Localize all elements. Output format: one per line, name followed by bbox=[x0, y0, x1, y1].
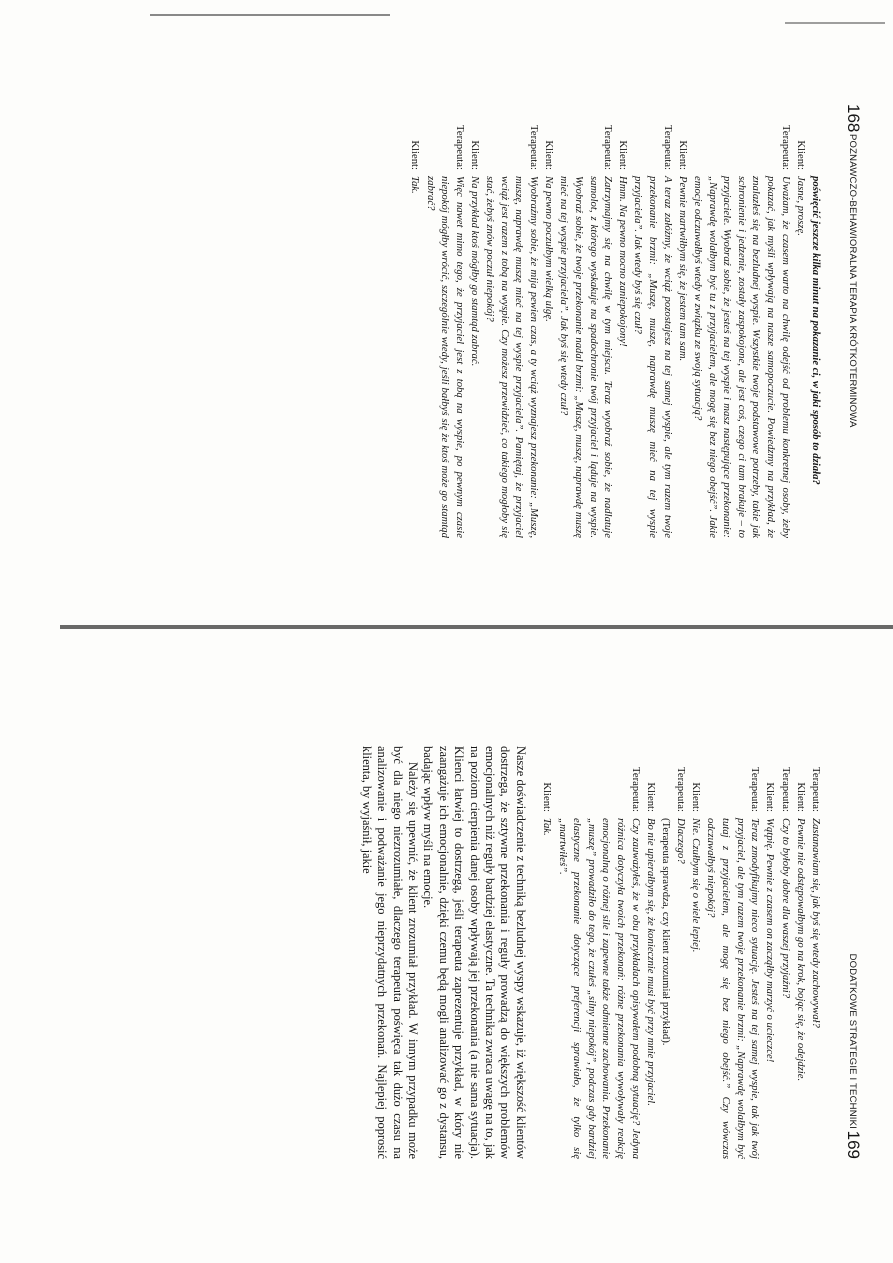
running-head: DODATKOWE STRATEGIE I TECHNIKI bbox=[847, 953, 858, 1129]
speaker-label: Klient: bbox=[764, 782, 777, 812]
body-paragraph: Należy się upewnić, że klient zrozumiał przykład. W innym przypadku może być dla niego niezrozumiałe, dlaczego terapeuta poświęca tak dużo czasu na analizowanie i podważanie jego nieprzydatnych przekonań. Najlepiej poprosić klienta, by wyjaśnił, jakie bbox=[359, 746, 420, 1159]
dialogue-turn bbox=[483, 104, 541, 538]
dialogue-turn bbox=[763, 746, 778, 1159]
dialogue-turn bbox=[808, 104, 823, 538]
speaker-label: Terapeuta: bbox=[602, 125, 615, 170]
speaker-label: Terapeuta: bbox=[675, 767, 688, 812]
utterance-text: Pewnie martwiłbym się, że jestem tam sam. bbox=[676, 176, 689, 362]
running-head: POZNAWCZO-BEHAWIORALNA TERAPIA KRÓTKOTERMINOWA bbox=[847, 134, 858, 428]
dialogue-turn bbox=[704, 746, 762, 1159]
speaker-label bbox=[808, 104, 823, 176]
right-page-header bbox=[835, 746, 863, 1159]
utterance-text: Teraz zmodyfikujmy nieco sytuację. Jesteś na tej samej wyspie, tak jak twój przyjaciel, ale tym razem twoje przekonanie brzmi: „Naprawdę wolałbym być tutaj z przyjacielem, ale mogę się bez niego obejść.” Czy wówczas odczuwałbyś niepokój? bbox=[705, 818, 762, 1159]
utterance-text: A teraz załóżmy, że wciąż pozostajesz na tej samej wyspie, ale tym razem twoje przekonanie brzmi: „Muszę, muszę, naprawdę muszę mieć na tej wyspie przyjaciela”. Jak wtedy byś się czuł? bbox=[632, 176, 674, 538]
utterance-text: Wyobraźmy sobie, że mija pewien czas, a ty wciąż wyznajesz przekonanie: „Muszę, muszę, naprawdę muszę mieć na tej wyspie przyjaciela”. Pamiętaj, że przyjaciel wciąż jest razem z tobą na wyspie. Czy możesz przewidzieć, co takiego mogłoby się stać, żebyś znów poczuł niepokój? bbox=[484, 176, 540, 538]
dialogue-turn bbox=[643, 746, 658, 1159]
dialogue-turn bbox=[616, 104, 631, 538]
dialogue-turn bbox=[408, 104, 423, 538]
speaker-label: Terapeuta: bbox=[749, 767, 762, 812]
utterance-text: poświęcić jeszcze kilka minut na pokazanie ci, w jaki sposób to działa? bbox=[810, 176, 822, 485]
speaker-label: Terapeuta: bbox=[453, 125, 466, 170]
speaker-label: Klient: bbox=[644, 782, 657, 812]
utterance-text: Pewnie nie odstępowałbym go na krok, bojąc się, że odejdzie. bbox=[794, 818, 807, 1082]
utterance-text: (Terapeuta sprawdza, czy klient zrozumiał przykład). bbox=[659, 818, 672, 1046]
left-page-header bbox=[835, 104, 863, 538]
speaker-label: Klient: bbox=[617, 140, 630, 170]
dialogue-turn bbox=[631, 104, 675, 538]
utterance-text: Zastanawiam się, jak byś się wtedy zachowywał? bbox=[810, 818, 822, 1028]
dialogue-turn bbox=[793, 746, 808, 1159]
utterance-text: Tak. bbox=[541, 818, 554, 836]
right-page bbox=[210, 642, 893, 1263]
dialogue-turn bbox=[808, 746, 823, 1159]
utterance-text: Tak. bbox=[409, 176, 422, 194]
utterance-text: Więc nawet mimo tego, że przyjaciel jest z tobą na wyspie, po pewnym czasie niepokój mógłby wrócić, szczególnie wtedy, jeśli bałbyś się że ktoś może go stamtąd zabrać? bbox=[424, 176, 466, 538]
utterance-text: Wątpię. Pewnie z czasem on zacząłby marzyć o ucieczce! bbox=[764, 818, 777, 1063]
page-number: 168 bbox=[844, 104, 863, 133]
utterance-text: Dlaczego? bbox=[675, 818, 688, 864]
dialogue-turn bbox=[675, 104, 690, 538]
left-page bbox=[210, 0, 893, 642]
dialogue-turn bbox=[778, 746, 793, 1159]
dialogue-turn bbox=[555, 746, 643, 1159]
dialogue-turn bbox=[540, 746, 555, 1159]
dialogue-turn bbox=[542, 104, 557, 538]
speaker-label: Klient: bbox=[541, 782, 554, 812]
dialogue-turn bbox=[423, 104, 467, 538]
dialogue-turn bbox=[467, 104, 482, 538]
speaker-label: Terapeuta: bbox=[810, 767, 822, 812]
utterance-text: Bo nie upierałbym się, że koniecznie musi być przy mnie przyjaciel. bbox=[644, 818, 657, 1106]
utterance-text: Uważam, że czasem warto na chwilę odejść od problemu konkretnej osoby, żeby pokazać, jak myśli wpływają na nasze samopoczucie. Powiedzmy na przykład, że znalazłeś się na bezludnej wyspie. Wszystkie twoje podstawowe potrzeby, takie jak schronienie i jedzenie, zostały zaspokojone, ale jest coś, czego ci tam brakuje – to przyjaciele. Wyobraź sobie, że jesteś na tej wyspie i masz następujące przekonanie: „Naprawdę wolałbym być tu z przyjacielem, ale mogę się bez niego obejść”. Jakie emocje odczuwałbyś wtedy w związku ze swoją sytuacją? bbox=[692, 176, 792, 538]
dialogue-turn bbox=[557, 104, 615, 538]
speaker-label: Klient: bbox=[794, 782, 807, 812]
dialogue-turn bbox=[689, 746, 704, 1159]
utterance-text: Hmm. Na pewno mocno zaniepokojony! bbox=[617, 176, 630, 347]
speaker-label: Terapeuta: bbox=[527, 125, 540, 170]
dialogue bbox=[407, 104, 823, 538]
dialogue-turn bbox=[658, 746, 673, 1159]
speaker-label: Klient: bbox=[690, 782, 703, 812]
utterance-text: Nie. Czułbym się o wiele lepiej. bbox=[690, 818, 703, 953]
speaker-label: Terapeuta: bbox=[779, 767, 792, 812]
dialogue bbox=[358, 746, 823, 1159]
speaker-label: Terapeuta: bbox=[779, 125, 792, 170]
body-paragraph: Nasze doświadczenie z techniką bezludnej wyspy wskazuje, iż większość klientów dostrzega, że sztywne przekonania i reguły prowadzą do większych problemów emocjonalnych niż reguły bardziej elastyczne. Ta technika zwraca uwagę na to, jak na poziom cierpienia danej osoby wpływają jej przekonania (a nie sama sytuacja). Klienci łatwiej to dostrzegą, jeśli terapeuta zaprezentuje przykład, w który nie zaangażuje ich emocjonalnie, dzięki czemu będą mogli analizować go z dystansu, badając wpływ myśli na emocje. bbox=[421, 746, 528, 1159]
dialogue-turn bbox=[793, 104, 808, 538]
speaker-label: Terapeuta: bbox=[661, 125, 674, 170]
speaker-label: Klient: bbox=[409, 140, 422, 170]
utterance-text: Czy to byłoby dobre dla waszej przyjaźni? bbox=[779, 818, 792, 999]
speaker-label: Klient: bbox=[794, 140, 807, 170]
utterance-text: Na pewno poczułbym wielką ulgę. bbox=[543, 176, 556, 322]
speaker-label: Klient: bbox=[676, 140, 689, 170]
dialogue-turn bbox=[690, 104, 792, 538]
utterance-text: Czy zauważyłeś, że w obu przykładach opisywałem podobną sytuację? Jedyna różnica dotyczyła twoich przekonań: różne przekonania wywoływały reakcję emocjonalną o różnej sile i zapewne także odmienne zachowania. Przekonanie „muszę” prowadziło do tego, że czułeś „silny niepokój”, podczas gdy bardziej elastyczne przekonanie dotyczące preferencji sprawiało, że tylko się „martwiłeś”. bbox=[556, 818, 642, 1159]
utterance-text: Na przykład ktoś mógłby go stamtąd zabrać. bbox=[469, 176, 481, 367]
speaker-label: Klient: bbox=[469, 140, 481, 170]
page-number: 169 bbox=[844, 1130, 863, 1159]
utterance-text: Jasne, proszę. bbox=[794, 176, 807, 236]
utterance-text: Zatrzymajmy się na chwilę w tym miejscu. Teraz wyobraź sobie, że nadlatuje samolot, z którego wyskakuje na spadochronie twój przyjaciel i ląduje na wyspie. Wyobraź sobie, że twoje przekonanie nadal brzmi: „Muszę, muszę, naprawdę muszę mieć na tej wyspie przyjaciela”. Jak byś się wtedy czuł? bbox=[558, 176, 615, 538]
dialogue-turn bbox=[674, 746, 689, 1159]
speaker-label: Klient: bbox=[543, 140, 556, 170]
speaker-label bbox=[658, 746, 673, 818]
speaker-label: Terapeuta: bbox=[629, 767, 642, 812]
